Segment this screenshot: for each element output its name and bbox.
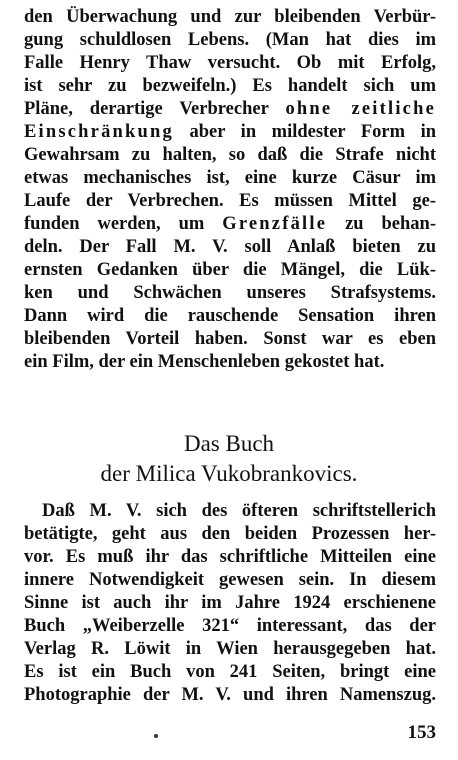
text-line: etwas mechanisches ist, eine kurze Cäsur im xyxy=(24,168,436,188)
print-mark xyxy=(154,734,158,738)
text-line: Laufe der Verbrechen. Es müssen Mittel ge- xyxy=(24,191,436,211)
text-line: Photographie der M. V. und ihren Namenszug. xyxy=(24,685,436,705)
text-line: Verlag R. Löwit in Wien herausgegeben hat. xyxy=(24,639,436,659)
section-heading: der Milica Vukobrankovics. xyxy=(100,461,358,486)
text-line: betätigte, geht aus den beiden Prozessen her- xyxy=(24,524,436,544)
text-line xyxy=(24,121,436,143)
spaced-emphasis: ohne zeitliche xyxy=(285,99,436,119)
text-line: Gewahrsam zu halten, so daß die Strafe nicht xyxy=(24,145,436,165)
page-number: 153 xyxy=(407,722,436,743)
text-run: zu behan- xyxy=(345,214,436,234)
text-line: ist sehr zu bezweifeln.) Es handelt sich um xyxy=(24,76,436,96)
text-line: ein Film, der ein Menschenleben gekostet hat. xyxy=(24,352,385,372)
text-line: Daß M. V. sich des öfteren schriftstellerich xyxy=(42,501,436,521)
section-heading: Das Buch xyxy=(183,431,275,456)
text-line: deln. Der Fall M. V. soll Anlaß bieten zu xyxy=(24,237,436,257)
text-line: bleibenden Vorteil haben. Sonst war es eben xyxy=(24,329,436,349)
text-line: ken und Schwächen unseres Strafsystems. xyxy=(24,283,436,303)
text-line: Buch „Weiberzelle 321“ interessant, das der xyxy=(24,616,436,636)
spaced-emphasis: Einschränkung xyxy=(24,122,174,142)
text-line: Falle Henry Thaw versucht. Ob mit Erfolg, xyxy=(24,53,436,73)
spaced-emphasis: Grenzfälle xyxy=(222,214,328,234)
text-run: aber in mildester Form in xyxy=(189,122,437,142)
text-run: Pläne, derartige Verbrecher xyxy=(24,99,269,119)
text-line: Dann wird die rauschende Sensation ihren xyxy=(24,306,436,326)
text-line xyxy=(24,213,436,235)
text-line: vor. Es muß ihr das schriftliche Mitteilen eine xyxy=(24,547,436,567)
text-line: den Überwachung und zur bleibenden Verbür- xyxy=(24,7,436,27)
text-line xyxy=(24,98,436,120)
text-line: innere Notwendigkeit gewesen sein. In diesem xyxy=(24,570,436,590)
text-line: Es ist ein Buch von 241 Seiten, bringt eine xyxy=(24,662,436,682)
text-line: gung schuldlosen Lebens. (Man hat dies im xyxy=(24,30,436,50)
text-line: ernsten Gedanken über die Mängel, die Lük- xyxy=(24,260,436,280)
text-run: funden werden, um xyxy=(24,214,205,234)
text-line: Sinne ist auch ihr im Jahre 1924 erschienene xyxy=(24,593,436,613)
